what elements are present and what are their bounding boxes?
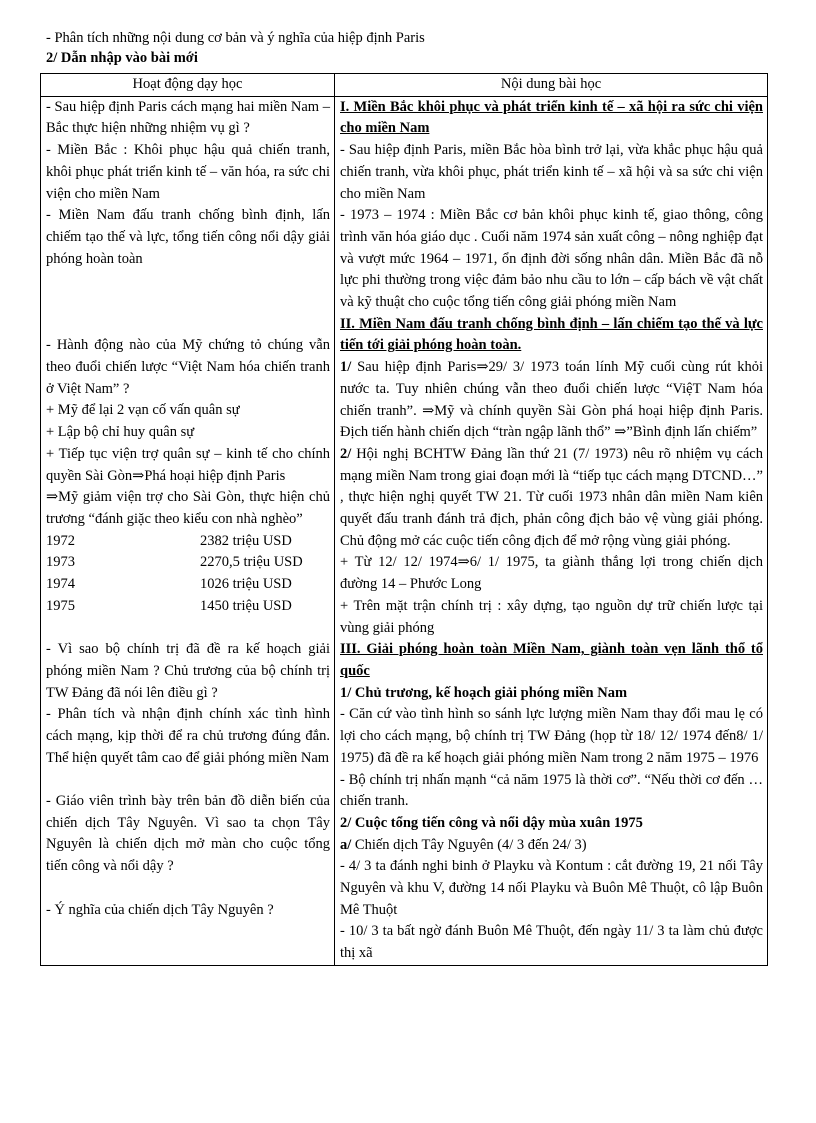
section-2-p2 (340, 444, 763, 553)
left-q5-p1: - Ý nghĩa của chiến dịch Tây Nguyên ? (46, 901, 274, 918)
section-2-p1 (340, 357, 763, 444)
section-3-1-title: 1/ Chủ trương, kế hoạch giải phóng miền Nam (340, 684, 628, 701)
aid-year: 1975 (46, 597, 75, 614)
section-2-p1-num: 1/ (340, 359, 352, 376)
aid-amount: 2382 triệu USD (200, 532, 292, 549)
section-1-p2: - 1973 – 1974 : Miền Bắc cơ bản khôi phục kinh tế, giao thông, công trình văn hóa giáo dục . Cuối năm 1974 sản xuất công – nông nghiệp đạt và vượt mức 1964 – 1971, ổn định đời sống nhân dân. Miền Bắc đã nỗ lực phi thường trong việc đảm bảo nhu cầu to lớn – cấp bách về vật chất và kỹ thuật cho cuộc tổng tiến công giải phóng miền Nam (340, 207, 763, 311)
left-q2-p1: - Hành động nào của Mỹ chứng tỏ chúng vẫn theo đuổi chiến lược “Việt Nam hóa chiến tranh ở Việt Nam” ? (46, 337, 330, 397)
left-q2-p2: + Mỹ để lại 2 vạn cố vấn quân sự (46, 402, 240, 419)
aid-row (46, 552, 330, 574)
left-q4-p1: - Giáo viên trình bày trên bản đồ diễn biến của chiến dịch Tây Nguyên. Vì sao ta chọn Tây Nguyên là chiến dịch mở màn cho cuộc tổng tiến công và nổi dậy ? (46, 793, 330, 875)
left-q3-p2: - Phân tích và nhận định chính xác tình hình cách mạng, kịp thời để ra chủ trương đúng đắn. Thể hiện quyết tâm cao để giải phóng miền Nam (46, 706, 330, 766)
section-3-1-p2: - Bộ chính trị nhấn mạnh “cả năm 1975 là thời cơ”. “Nếu thời cơ đến … chiến tranh. (340, 771, 763, 810)
table-row (41, 96, 768, 965)
intro (46, 28, 425, 68)
left-q1-p2: - Miền Bắc : Khôi phục hậu quả chiến tranh, khôi phục phát triển kinh tế – văn hóa, ra sức chi viện cho miền Nam (46, 142, 330, 202)
section-1-title: I. Miền Bắc khôi phục và phát triển kinh tế – xã hội ra sức chi viện cho miền Nam (340, 98, 763, 137)
section-1-p1: - Sau hiệp định Paris, miền Bắc hòa bình trở lại, vừa khắc phục hậu quả chiến tranh, vừa khôi phục, phát triển kinh tế – xã hội và sa sức chi viện cho miền Nam (340, 142, 763, 202)
section-2-p4: + Trên mặt trận chính trị : xây dựng, tạo nguồn dự trữ chiến lược tại vùng giải phóng (340, 597, 763, 636)
section-2-title: II. Miền Nam đấu tranh chống bình định – lấn chiếm tạo thế và lực tiến tới giải phóng hoàn toàn. (340, 315, 763, 354)
aid-row (46, 596, 330, 618)
section-heading: 2/ Dẫn nhập vào bài mới (46, 50, 198, 66)
section-3-2a-label: a/ (340, 836, 352, 853)
aid-year: 1974 (46, 576, 75, 593)
right-column (335, 96, 768, 965)
aid-amount: 1450 triệu USD (200, 597, 292, 614)
section-2-p2-text: Hội nghị BCHTW Đảng lần thứ 21 (7/ 1973) nêu rõ nhiệm vụ cách mạng miền Nam trong giai đoạn mới là “tiếp tục cách mạng DTCND…” , thực hiện nghị quyết TW 21. Từ cuối 1973 nhân dân miền Nam kiên quyết đấu tranh đánh trả địch, phản công địch bảo vệ vùng giải phóng. Chủ động mở các cuộc tiến công địch để mở rộng vùng giải phóng. (340, 445, 763, 549)
section-3-2a (340, 835, 763, 857)
spacer (46, 878, 330, 900)
left-q2-p5: ⇒Mỹ giảm viện trợ cho Sài Gòn, thực hiện chủ trương “đánh giặc theo kiểu con nhà nghèo” (46, 489, 330, 527)
left-q3-p1: - Vì sao bộ chính trị đã đề ra kế hoạch giải phóng miền Nam ? Chủ trương của bộ chính trị TW Đảng đã nói lên điều gì ? (46, 641, 330, 701)
left-q1-p1: - Sau hiệp định Paris cách mạng hai miền Nam – Bắc thực hiện những nhiệm vụ gì ? (46, 98, 330, 137)
spacer (46, 270, 330, 335)
section-3-2-p1: - 4/ 3 ta đánh nghi binh ở Playku và Kontum : cắt đường 19, 21 nối Tây Nguyên và khu V, đường 14 nối Playku và Buôn Mê Thuột, cô lập Buôn Mê Thuột (340, 858, 763, 918)
lesson-table (40, 73, 768, 966)
section-2-p1-text: Sau hiệp định Paris⇒29/ 3/ 1973 toán lính Mỹ cuối cùng rút khỏi nước ta. Tuy nhiên chúng vẫn theo đuổi chiến lược “ViệT Nam hóa chiến tranh”. ⇒Mỹ và chính quyền Sài Gòn phá hoại hiệp định Paris. Địch tiến hành chiến dịch “tràn ngập lãnh thổ” ⇒”Bình định lấn chiếm” (340, 359, 763, 441)
section-3-2-p2: - 10/ 3 ta bất ngờ đánh Buôn Mê Thuột, đến ngày 11/ 3 ta làm chủ được thị xã (340, 923, 763, 962)
left-q2-p3: + Lập bộ chỉ huy quân sự (46, 424, 195, 441)
left-q2-p4: + Tiếp tục viện trợ quân sự – kinh tế cho chính quyền Sài Gòn⇒Phá hoại hiệp định Paris (46, 445, 330, 484)
intro-line: - Phân tích những nội dung cơ bản và ý nghĩa của hiệp định Paris (46, 30, 425, 46)
aid-amount: 2270,5 triệu USD (200, 554, 303, 571)
left-column (41, 96, 335, 965)
section-3-title: III. Giải phóng hoàn toàn Miền Nam, giành toàn vẹn lãnh thổ tổ quốc (340, 641, 763, 679)
spacer (46, 769, 330, 791)
spacer (46, 617, 330, 639)
section-3-2-title: 2/ Cuộc tổng tiến công và nổi dậy mùa xuân 1975 (340, 814, 643, 831)
aid-amount: 1026 triệu USD (200, 576, 292, 593)
header-content: Nội dung bài học (335, 74, 768, 97)
header-activities: Hoạt động dạy học (41, 74, 335, 97)
table-header-row (41, 74, 768, 97)
left-q1-p3: - Miền Nam đấu tranh chống bình định, lấn chiếm tạo thế và lực, tổng tiến công nổi dậy giải phóng hoàn toàn (46, 207, 330, 267)
section-2-p3: + Từ 12/ 12/ 1974⇒6/ 1/ 1975, ta giành thắng lợi trong chiến dịch đường 14 – Phước Long (340, 554, 763, 593)
section-2-p2-num: 2/ (340, 445, 352, 462)
aid-row (46, 574, 330, 596)
aid-year: 1972 (46, 532, 75, 549)
section-3-2a-text: Chiến dịch Tây Nguyên (4/ 3 đến 24/ 3) (351, 836, 587, 853)
aid-row (46, 531, 330, 553)
aid-year: 1973 (46, 554, 75, 571)
section-3-1-p1: - Căn cứ vào tình hình so sánh lực lượng miền Nam thay đổi mau lẹ có lợi cho cách mạng, bộ chính trị TW Đảng (họp từ 18/ 12/ 1974 đến8/ 1/ 1975) đã đề ra kế hoạch giải phóng miền Nam trong 2 năm 1975 – 1976 (340, 706, 763, 766)
